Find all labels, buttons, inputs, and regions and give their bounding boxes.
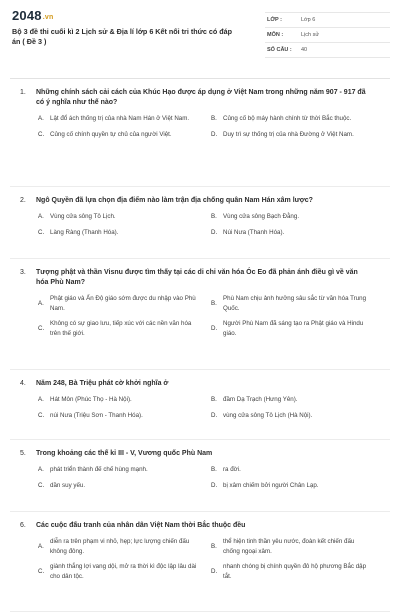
answer-option[interactable] bbox=[211, 537, 378, 556]
option-letter: C. bbox=[38, 324, 45, 332]
answer-options bbox=[10, 389, 390, 420]
answer-option[interactable] bbox=[211, 395, 378, 405]
option-letter: C. bbox=[38, 228, 45, 236]
answer-option[interactable] bbox=[38, 319, 205, 338]
info-value: Lịch sử bbox=[301, 32, 320, 38]
answer-option[interactable] bbox=[38, 465, 205, 475]
exam-info-table bbox=[265, 12, 390, 62]
question-text: Các cuộc đấu tranh của nhân dân Việt Nam thời Bắc thuộc đều bbox=[36, 522, 246, 529]
answer-option[interactable] bbox=[211, 319, 378, 338]
answer-options bbox=[10, 531, 390, 581]
option-text: Củng cố bộ máy hành chính từ thời Bắc thuộc. bbox=[223, 115, 352, 122]
question-text-row bbox=[10, 512, 390, 531]
header bbox=[10, 0, 390, 62]
question-number: 3. bbox=[20, 269, 26, 276]
logo-suffix: .vn bbox=[42, 14, 54, 21]
question-number: 5. bbox=[20, 450, 26, 457]
answer-options bbox=[10, 206, 390, 237]
info-row bbox=[265, 28, 390, 43]
answer-option[interactable] bbox=[211, 294, 378, 313]
info-key: LỚP : bbox=[267, 17, 282, 23]
info-key: SỐ CÂU : bbox=[267, 47, 292, 53]
answer-option[interactable] bbox=[38, 114, 205, 124]
logo-main: 2048 bbox=[12, 8, 42, 23]
option-text: Người Phù Nam đã sáng tạo ra Phật giáo và Hindu giáo. bbox=[223, 320, 364, 337]
option-text: nhanh chóng bị chính quyền đô hộ phương Bắc dập tắt. bbox=[223, 563, 367, 580]
question-item bbox=[10, 79, 390, 187]
answer-option[interactable] bbox=[38, 228, 205, 238]
question-number: 1. bbox=[20, 89, 26, 96]
question-number: 6. bbox=[20, 522, 26, 529]
question-item bbox=[10, 512, 390, 612]
option-text: Củng cố chính quyền tự chủ của người Việt. bbox=[50, 130, 172, 138]
option-text: đầm Dạ Trạch (Hưng Yên). bbox=[223, 396, 298, 403]
option-letter: C. bbox=[38, 567, 45, 575]
option-text: diễn ra trên phạm vi nhỏ, hẹp; lực lượng chiến đấu không đông. bbox=[50, 538, 190, 555]
option-letter: D. bbox=[211, 481, 218, 489]
question-text: Tượng phật và thần Visnu được tìm thấy tại các di chỉ văn hóa Óc Eo đã phản ánh điều gì về văn hóa Phù Nam? bbox=[36, 269, 358, 286]
question-text-row bbox=[10, 79, 390, 108]
option-letter: B. bbox=[211, 299, 217, 307]
option-letter: C. bbox=[38, 130, 45, 138]
answer-option[interactable] bbox=[38, 294, 205, 313]
answer-option[interactable] bbox=[38, 411, 205, 421]
answer-option[interactable] bbox=[38, 130, 205, 140]
option-text: Hát Môn (Phúc Thọ - Hà Nội). bbox=[50, 396, 132, 403]
question-text-row bbox=[10, 370, 390, 389]
answer-option[interactable] bbox=[211, 562, 378, 581]
question-item bbox=[10, 187, 390, 259]
answer-option[interactable] bbox=[211, 212, 378, 222]
option-text: Phù Nam chịu ảnh hưởng sâu sắc từ văn hóa Trung Quốc. bbox=[223, 295, 367, 312]
option-letter: D. bbox=[211, 228, 218, 236]
page-title: Bộ 3 đề thi cuối kì 2 Lịch sử & Địa lí lớp 6 Kết nối tri thức có đáp án ( Đề 3 ) bbox=[12, 27, 232, 46]
option-text: dần suy yếu. bbox=[50, 481, 86, 489]
option-text: ra đời. bbox=[223, 466, 241, 473]
option-letter: B. bbox=[211, 213, 217, 220]
answer-option[interactable] bbox=[38, 537, 205, 556]
option-text: thể hiện tinh thần yêu nước, đoàn kết chiến đấu chống ngoại xâm. bbox=[223, 538, 355, 555]
question-text: Năm 248, Bà Triệu phát cờ khởi nghĩa ở bbox=[36, 380, 169, 387]
option-letter: B. bbox=[211, 542, 217, 550]
answer-options bbox=[10, 108, 390, 139]
question-item bbox=[10, 440, 390, 512]
answer-option[interactable] bbox=[211, 411, 378, 421]
option-text: Phật giáo và Ấn Độ giáo sớm được du nhập vào Phù Nam. bbox=[50, 295, 196, 312]
question-text: Những chính sách cải cách của Khúc Hạo được áp dụng ở Việt Nam trong những năm 907 - 917 đã có ý nghĩa như thế nào? bbox=[36, 89, 366, 106]
site-logo[interactable] bbox=[12, 8, 240, 23]
option-text: Không có sự giao lưu, tiếp xúc với các nền văn hóa trên thế giới. bbox=[50, 320, 192, 337]
answer-option[interactable] bbox=[38, 395, 205, 405]
option-text: giành thắng lợi vang dội, mở ra thời kì độc lập lâu dài cho dân tộc. bbox=[50, 563, 197, 580]
option-text: Duy trì sự thống trị của nhà Đường ở Việt Nam. bbox=[223, 130, 354, 138]
question-list bbox=[10, 79, 390, 612]
info-value: Lớp 6 bbox=[301, 17, 316, 23]
info-key: MÔN : bbox=[267, 32, 284, 38]
option-text: phát triển thành đế chế hùng mạnh. bbox=[50, 466, 148, 473]
info-row bbox=[265, 43, 390, 58]
option-text: Lật đổ ách thống trị của nhà Nam Hán ở Việt Nam. bbox=[50, 115, 190, 122]
option-letter: D. bbox=[211, 411, 218, 419]
answer-option[interactable] bbox=[38, 481, 205, 491]
question-text-row bbox=[10, 440, 390, 459]
option-text: Núi Nưa (Thanh Hóa). bbox=[223, 228, 285, 236]
answer-option[interactable] bbox=[211, 114, 378, 124]
question-text: Trong khoảng các thế kỉ III - V, Vương quốc Phù Nam bbox=[36, 450, 213, 457]
option-text: vùng cửa sông Tô Lịch (Hà Nội). bbox=[223, 411, 313, 419]
option-letter: A. bbox=[38, 299, 44, 307]
question-text-row bbox=[10, 187, 390, 206]
option-letter: B. bbox=[211, 466, 217, 473]
option-letter: C. bbox=[38, 411, 45, 419]
answer-option[interactable] bbox=[211, 481, 378, 491]
option-letter: A. bbox=[38, 115, 44, 122]
question-number: 2. bbox=[20, 197, 26, 204]
option-text: bị xâm chiếm bởi người Chân Lạp. bbox=[223, 481, 319, 489]
question-number: 4. bbox=[20, 380, 26, 387]
option-letter: A. bbox=[38, 213, 44, 220]
answer-option[interactable] bbox=[211, 465, 378, 475]
option-letter: D. bbox=[211, 324, 218, 332]
question-item bbox=[10, 370, 390, 440]
option-letter: A. bbox=[38, 466, 44, 473]
header-left bbox=[10, 8, 240, 62]
option-text: núi Nưa (Triệu Sơn - Thanh Hóa). bbox=[50, 411, 143, 419]
info-value: 40 bbox=[301, 47, 308, 53]
answer-option[interactable] bbox=[211, 130, 378, 140]
answer-option[interactable] bbox=[211, 228, 378, 238]
option-text: Vùng cửa sông Bạch Đằng. bbox=[223, 213, 300, 220]
info-row bbox=[265, 12, 390, 28]
question-item bbox=[10, 259, 390, 370]
question-text: Ngô Quyền đã lựa chọn địa điểm nào làm trận địa chống quân Nam Hán xâm lược? bbox=[36, 197, 313, 204]
option-letter: D. bbox=[211, 130, 218, 138]
option-letter: A. bbox=[38, 542, 44, 550]
answer-option[interactable] bbox=[38, 562, 205, 581]
option-letter: C. bbox=[38, 481, 45, 489]
question-text-row bbox=[10, 259, 390, 288]
answer-option[interactable] bbox=[38, 212, 205, 222]
option-text: Làng Ràng (Thanh Hóa). bbox=[50, 228, 119, 236]
option-letter: D. bbox=[211, 567, 218, 575]
answer-options bbox=[10, 459, 390, 490]
option-text: Vùng cửa sông Tô Lịch. bbox=[50, 213, 116, 220]
option-letter: A. bbox=[38, 396, 44, 403]
option-letter: B. bbox=[211, 115, 217, 122]
answer-options bbox=[10, 288, 390, 338]
option-letter: B. bbox=[211, 396, 217, 403]
